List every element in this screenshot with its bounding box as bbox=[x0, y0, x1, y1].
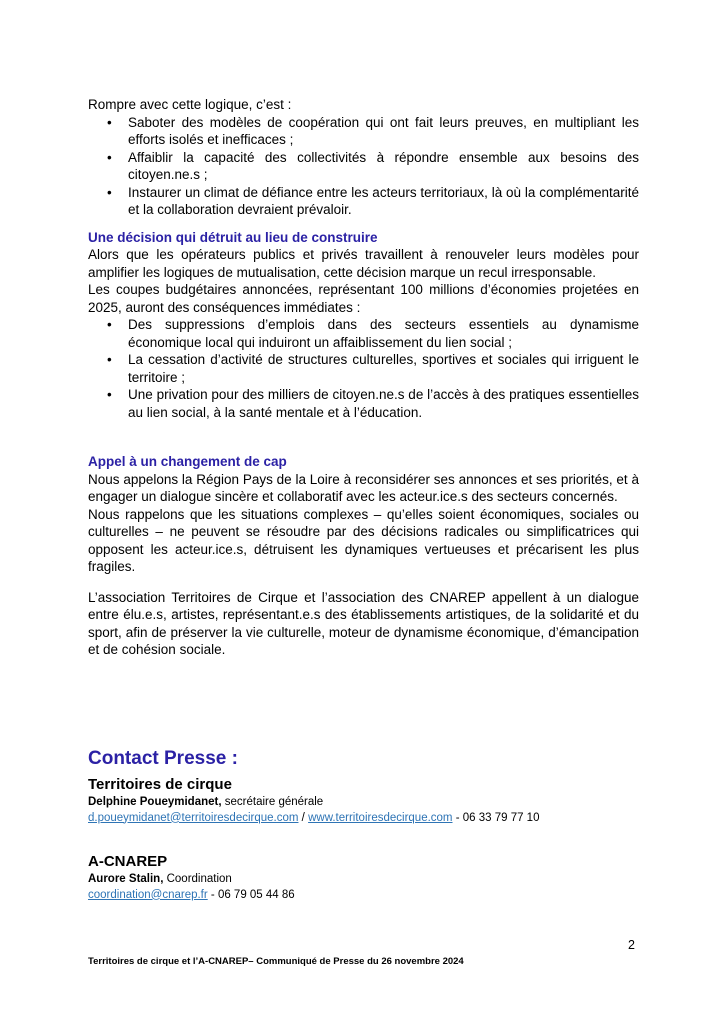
contact-person-role: secrétaire générale bbox=[221, 795, 324, 808]
bullet-item: • La cessation d’activité de structures culturelles, sportives et sociales qui irriguent le territoire ; bbox=[88, 351, 639, 386]
intro-bullet-list bbox=[88, 114, 639, 219]
bullet-item: • Instaurer un climat de défiance entre les acteurs territoriaux, là où la complémentarité et la collaboration devraient prévaloir. bbox=[88, 184, 639, 219]
contact-phone-acnarep: - 06 79 05 44 86 bbox=[207, 888, 295, 901]
contact-links-acnarep bbox=[88, 887, 639, 903]
org-name-territoires: Territoires de cirque bbox=[88, 775, 232, 793]
footer-text: Territoires de cirque et l’A-CNAREP– Communiqué de Presse du 26 novembre 2024 bbox=[88, 956, 464, 967]
contact-press-heading: Contact Presse : bbox=[88, 747, 238, 769]
contact-person-territoires bbox=[88, 794, 639, 810]
section-heading-appel: Appel à un changement de cap bbox=[88, 454, 287, 469]
document-body bbox=[88, 96, 639, 903]
appel-paragraph-3: L’association Territoires de Cirque et l’association des CNAREP appellent à un dialogue entre élu.e.s, artistes, représentant.e.s des établissements artistiques, de la solidarité et du sport, afin de préserver la vie culturelle, moteur de dynamisme économique, d’émancipation et de cohésion sociale. bbox=[88, 589, 639, 657]
page-number: 2 bbox=[628, 938, 635, 952]
email-link-territoires[interactable]: d.poueymidanet@territoiresdecirque.com bbox=[88, 811, 299, 824]
email-link-acnarep[interactable]: coordination@cnarep.fr bbox=[88, 888, 208, 901]
contact-phone-territoires: - 06 33 79 77 10 bbox=[452, 811, 540, 824]
website-link-territoires[interactable]: www.territoiresdecirque.com bbox=[308, 811, 453, 824]
intro-lead: Rompre avec cette logique, c’est : bbox=[88, 97, 292, 112]
bullet-item: • Des suppressions d’emplois dans des secteurs essentiels au dynamisme économique local qui induiront un affaiblissement du lien social ; bbox=[88, 316, 639, 351]
decision-bullet-list bbox=[88, 316, 639, 421]
decision-paragraph-2: Les coupes budgétaires annoncées, représentant 100 millions d’économies projetées en 2025, auront des conséquences immédiates : bbox=[88, 282, 639, 315]
contact-person-acnarep bbox=[88, 871, 639, 887]
appel-paragraph-2: Nous rappelons que les situations complexes – qu’elles soient économiques, sociales ou culturelles – ne peuvent se résoudre par des décisions radicales ou simplificatrices qui opposent les acteur.ice.s, détruisent les dynamiques vertueuses et précarisent les plus fragiles. bbox=[88, 506, 639, 574]
contact-person-name: Aurore Stalin, bbox=[88, 872, 164, 885]
bullet-item: • Une privation pour des milliers de citoyen.ne.s de l’accès à des pratiques essentielles au lien social, à la santé mentale et à l’éducation. bbox=[88, 386, 639, 421]
appel-paragraph-1: Nous appelons la Région Pays de la Loire à reconsidérer ses annonces et ses priorités, et à engager un dialogue sincère et collaboratif avec les acteur.ice.s des secteurs concernés. bbox=[88, 471, 639, 504]
section-heading-decision: Une décision qui détruit au lieu de construire bbox=[88, 229, 378, 245]
contact-links-territoires bbox=[88, 810, 639, 826]
org-name-acnarep: A-CNAREP bbox=[88, 852, 168, 870]
bullet-item: • Affaiblir la capacité des collectivités à répondre ensemble aux besoins des citoyen.ne.s ; bbox=[88, 149, 639, 184]
contact-person-name: Delphine Poueymidanet, bbox=[88, 795, 222, 808]
link-separator: / bbox=[298, 811, 309, 824]
contact-person-role: Coordination bbox=[163, 872, 232, 885]
bullet-item: • Saboter des modèles de coopération qui ont fait leurs preuves, en multipliant les efforts isolés et inefficaces ; bbox=[88, 114, 639, 149]
decision-paragraph-1: Alors que les opérateurs publics et privés travaillent à renouveler leurs modèles pour amplifier les logiques de mutualisation, cette décision marque un recul irresponsable. bbox=[88, 247, 639, 280]
